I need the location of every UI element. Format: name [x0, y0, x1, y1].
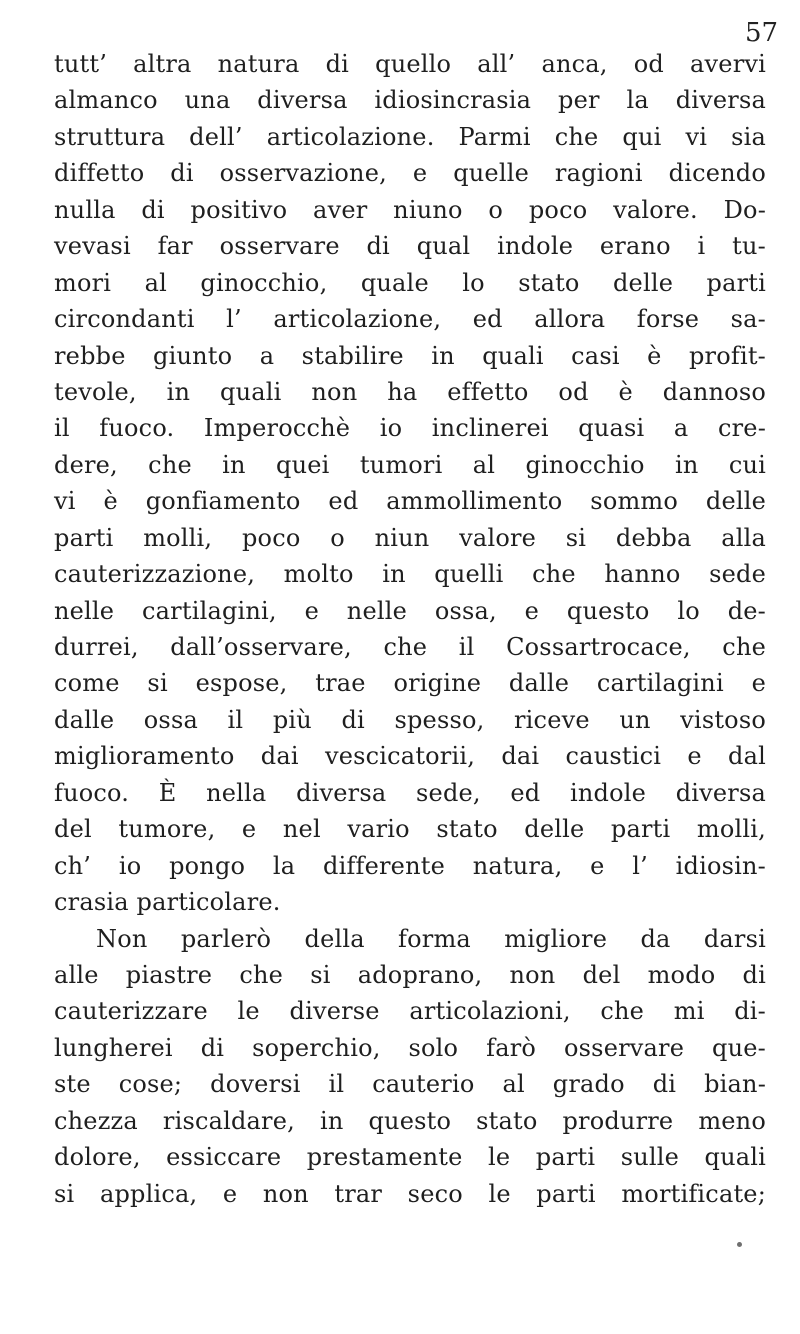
text-line: del tumore, e nel vario stato delle parti molli,	[54, 815, 766, 844]
text-line: dere, che in quei tumori al ginocchio in cui	[54, 450, 766, 479]
text-line: tutt’ altra natura di quello all’ anca, od avervi	[54, 50, 766, 78]
text-line: miglioramento dai vescicatorii, dai caustici e dal	[54, 742, 766, 771]
text-line: vevasi far osservare di qual indole erano i tu-	[54, 232, 766, 261]
text-line: ste cose; doversi il cauterio al grado di bian-	[54, 1070, 766, 1099]
paragraph-start-line: Non parlerò della forma migliore da darsi	[96, 924, 766, 953]
text-line: parti molli, poco o niun valore si debba alla	[54, 523, 766, 552]
text-line: nulla di positivo aver niuno o poco valore. Do-	[54, 195, 766, 224]
text-line: ch’ io pongo la differente natura, e l’ idiosin-	[54, 851, 766, 880]
text-line: diffetto di osservazione, e quelle ragioni dicendo	[54, 159, 766, 188]
page-number: 57	[745, 18, 779, 48]
text-line: si applica, e non trar seco le parti mortificate;	[54, 1179, 766, 1208]
text-line: cauterizzare le diverse articolazioni, che mi di-	[54, 997, 766, 1026]
text-line: vi è gonfiamento ed ammollimento sommo delle	[54, 487, 766, 516]
text-line: nelle cartilagini, e nelle ossa, e questo lo de-	[54, 596, 766, 625]
text-line: struttura dell’ articolazione. Parmi che qui vi sia	[54, 122, 766, 151]
text-line: mori al ginocchio, quale lo stato delle parti	[54, 268, 766, 297]
text-line: chezza riscaldare, in questo stato produrre meno	[54, 1106, 766, 1135]
text-line: come si espose, trae origine dalle cartilagini e	[54, 669, 766, 698]
text-line: lungherei di soperchio, solo farò osservare que-	[54, 1033, 766, 1062]
text-line: rebbe giunto a stabilire in quali casi è profit-	[54, 341, 766, 370]
text-line: cauterizzazione, molto in quelli che hanno sede	[54, 560, 766, 589]
text-line: tevole, in quali non ha effetto od è dannoso	[54, 377, 766, 406]
text-line: il fuoco. Imperocchè io inclinerei quasi a cre-	[54, 414, 766, 443]
body-text	[54, 46, 766, 1212]
paragraph-end-line: crasia particolare.	[54, 888, 281, 917]
text-line: almanco una diversa idiosincrasia per la diversa	[54, 86, 766, 115]
text-line: dolore, essiccare prestamente le parti sulle quali	[54, 1143, 766, 1172]
text-line: alle piastre che si adoprano, non del modo di	[54, 960, 766, 989]
ink-spot	[737, 1242, 742, 1247]
text-line: durrei, dall’osservare, che il Cossartrocace, che	[54, 633, 766, 661]
text-line: fuoco. È nella diversa sede, ed indole diversa	[54, 778, 766, 807]
text-line: circondanti l’ articolazione, ed allora forse sa-	[54, 305, 766, 334]
text-line: dalle ossa il più di spesso, riceve un vistoso	[54, 705, 766, 734]
